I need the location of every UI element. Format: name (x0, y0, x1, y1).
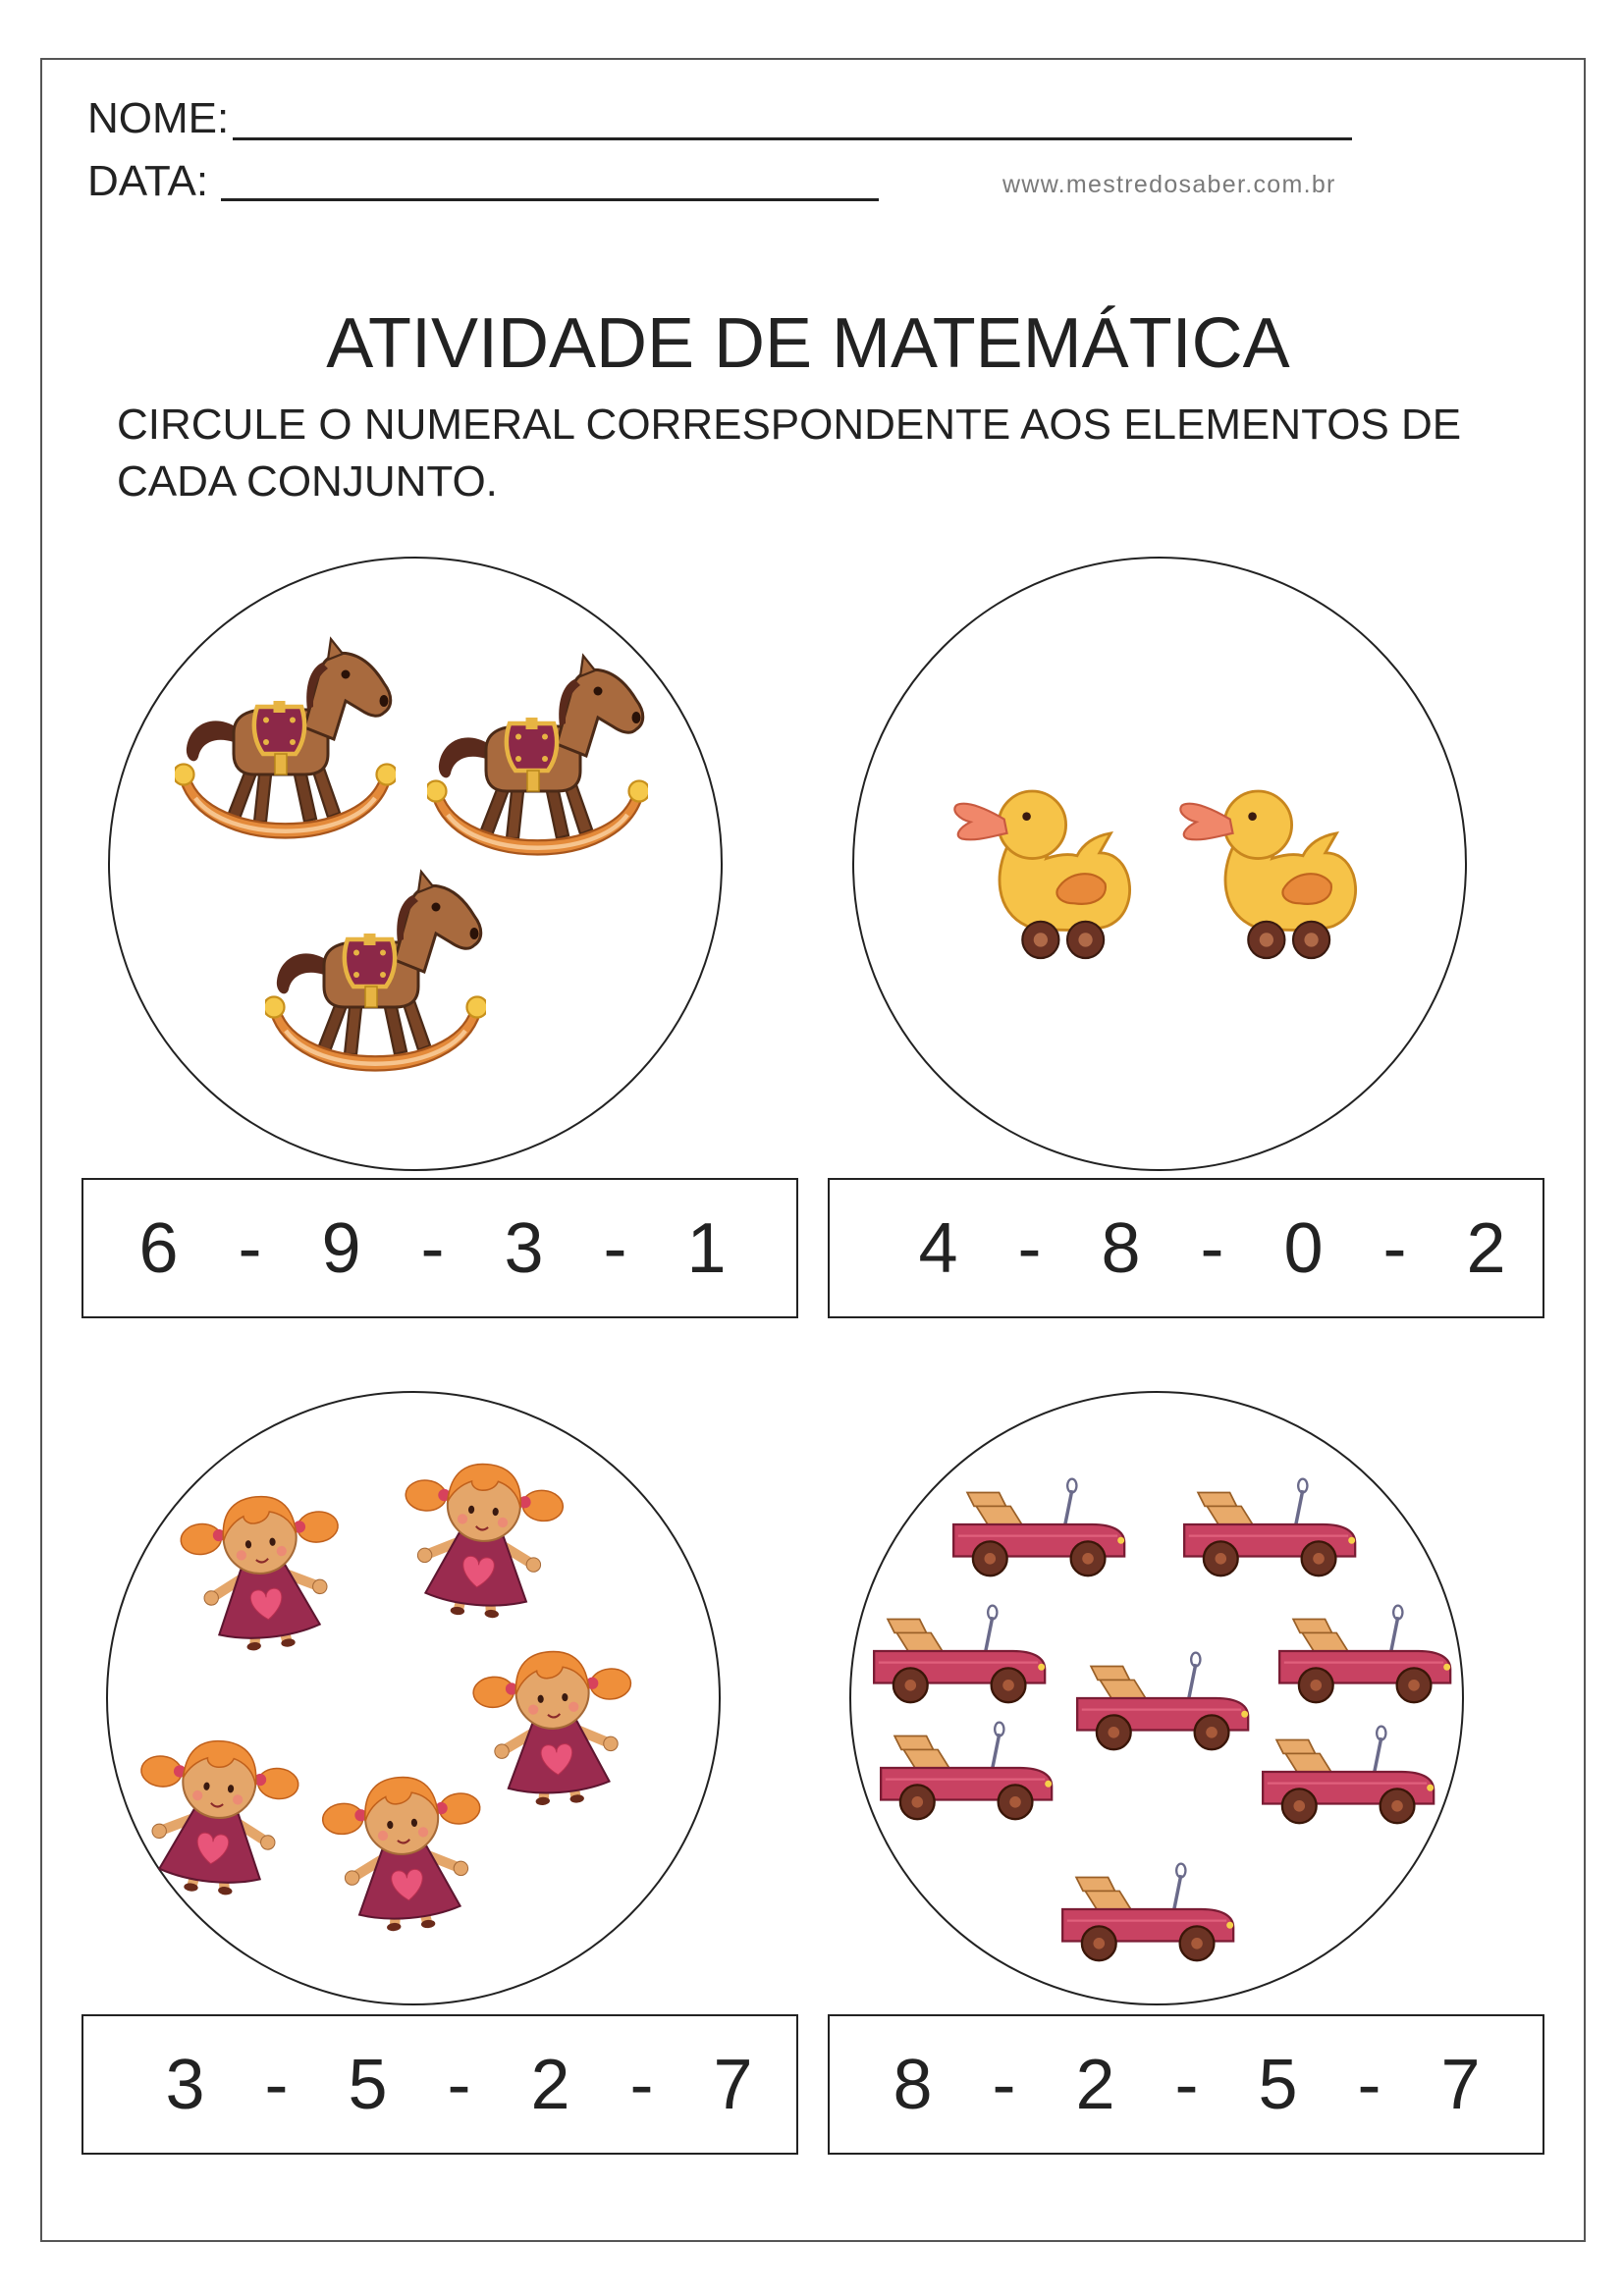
doll-icon (394, 1439, 570, 1625)
numeral-options-box (81, 1178, 798, 1318)
toy-car-icon (1056, 1852, 1238, 1966)
doll-icon (467, 1628, 641, 1810)
separator-dash: - (1174, 2045, 1199, 2124)
numeral-option: 0 (1283, 1208, 1324, 1288)
duck-toy-icon (1165, 772, 1362, 968)
numeral-options-box (828, 2014, 1544, 2155)
separator-dash: - (629, 2045, 654, 2124)
numeral-options-box (81, 2014, 798, 2155)
separator-dash: - (264, 2045, 289, 2124)
toy-car-icon (1177, 1468, 1360, 1581)
numeral-option: 8 (893, 2045, 933, 2124)
numeral-option: 5 (348, 2045, 388, 2124)
rocking-horse-icon (427, 653, 648, 874)
doll-icon (127, 1715, 305, 1902)
separator-dash: - (447, 2045, 471, 2124)
duck-toy-icon (940, 772, 1136, 968)
numeral-option: 7 (1440, 2045, 1481, 2124)
separator-dash: - (1357, 2045, 1381, 2124)
date-label: DATA: (87, 157, 209, 205)
numeral-option: 6 (138, 1208, 179, 1288)
rocking-horse-icon (175, 636, 396, 857)
doll-icon (173, 1470, 352, 1658)
numeral-options-box (828, 1178, 1544, 1318)
toy-car-icon (867, 1594, 1050, 1708)
numeral-option: 7 (713, 2045, 753, 2124)
name-blank-line (233, 137, 1352, 140)
separator-dash: - (420, 1208, 445, 1288)
worksheet-title: ATIVIDADE DE MATEMÁTICA (326, 304, 1290, 383)
numeral-option: 8 (1101, 1208, 1141, 1288)
doll-icon (316, 1752, 493, 1938)
toy-car-icon (1256, 1715, 1438, 1829)
name-label: NOME: (87, 94, 230, 142)
numeral-option: 5 (1258, 2045, 1298, 2124)
numeral-option: 3 (504, 1208, 544, 1288)
separator-dash: - (1382, 1208, 1407, 1288)
numeral-option: 9 (321, 1208, 361, 1288)
toy-car-icon (947, 1468, 1129, 1581)
date-blank-line (221, 198, 879, 201)
numeral-option: 4 (918, 1208, 958, 1288)
rocking-horse-icon (265, 869, 486, 1090)
separator-dash: - (1200, 1208, 1224, 1288)
numeral-option: 1 (686, 1208, 727, 1288)
separator-dash: - (1017, 1208, 1042, 1288)
separator-dash: - (992, 2045, 1016, 2124)
toy-car-icon (874, 1711, 1056, 1825)
separator-dash: - (603, 1208, 627, 1288)
website-text: www.mestredosaber.com.br (1002, 171, 1336, 198)
toy-car-icon (1272, 1594, 1455, 1708)
instruction-text: CIRCULE O NUMERAL CORRESPONDENTE AOS ELEMENTOS DE CADA CONJUNTO. (117, 400, 1462, 506)
numeral-option: 2 (1466, 1208, 1506, 1288)
numeral-option: 2 (1075, 2045, 1115, 2124)
toy-car-icon (1070, 1641, 1253, 1755)
numeral-option: 3 (165, 2045, 205, 2124)
separator-dash: - (238, 1208, 262, 1288)
numeral-option: 2 (530, 2045, 570, 2124)
